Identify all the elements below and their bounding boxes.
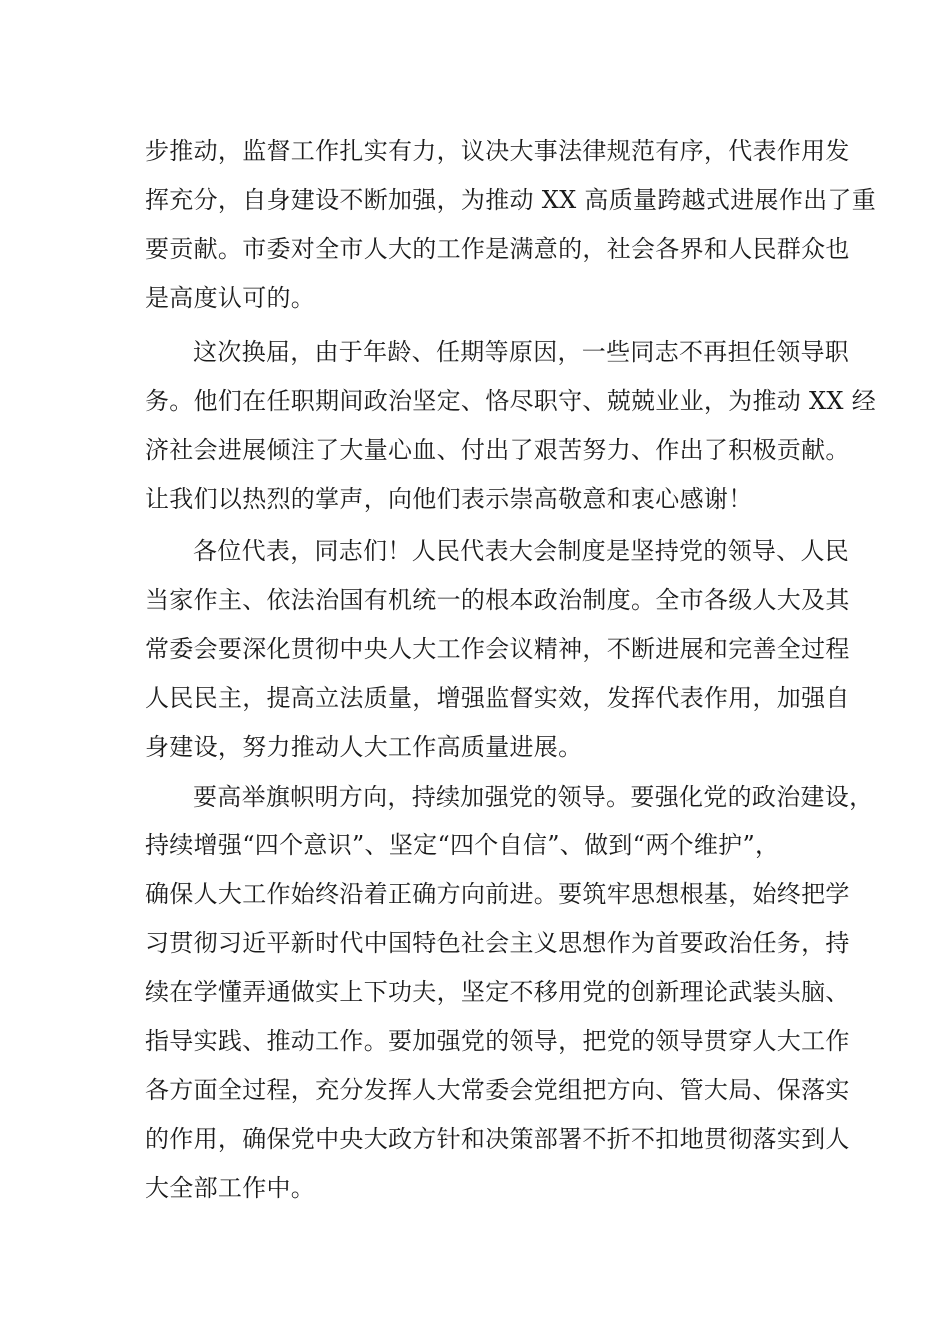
- text-line: 让我们以热烈的掌声，向他们表示崇高敬意和衷心感谢！: [145, 485, 753, 513]
- paragraph-first-line: 这次换届，由于年龄、任期等原因，一些同志不再担任领导职: [193, 338, 850, 366]
- text-line: 指导实践、推动工作。要加强党的领导，把党的领导贯穿人大工作: [145, 1027, 850, 1055]
- text-line: 是高度认可的。: [145, 284, 316, 312]
- text-line: 各方面全过程，充分发挥人大常委会党组把方向、管大局、保落实: [145, 1076, 850, 1104]
- paragraph-first-line: 各位代表，同志们！人民代表大会制度是坚持党的领导、人民: [193, 537, 850, 565]
- text-line: 人民民主，提高立法质量，增强监督实效，发挥代表作用，加强自: [145, 684, 850, 712]
- text-line: 习贯彻习近平新时代中国特色社会主义思想作为首要政治任务，持: [145, 929, 850, 957]
- text-line: 常委会要深化贯彻中央人大工作会议精神，不断进展和完善全过程: [145, 635, 850, 663]
- text-line: 大全部工作中。: [145, 1174, 316, 1202]
- text-line: 务。他们在任职期间政治坚定、恪尽职守、兢兢业业，为推动 XX 经: [145, 387, 877, 415]
- text-line: 济社会进展倾注了大量心血、付出了艰苦努力、作出了积极贡献。: [145, 436, 850, 464]
- text-line: 确保人大工作始终沿着正确方向前进。要筑牢思想根基，始终把学: [145, 880, 850, 908]
- text-line: 要贡献。市委对全市人大的工作是满意的，社会各界和人民群众也: [145, 235, 850, 263]
- text-line: 挥充分，自身建设不断加强，为推动 XX 高质量跨越式进展作出了重: [145, 186, 877, 214]
- text-line: 续在学懂弄通做实上下功夫，坚定不移用党的创新理论武装头脑、: [145, 978, 850, 1006]
- text-line: 的作用，确保党中央大政方针和决策部署不折不扣地贯彻落实到人: [145, 1125, 850, 1153]
- paragraph-first-line: 要高举旗帜明方向，持续加强党的领导。要强化党的政治建设，: [193, 783, 874, 811]
- text-line: 身建设，努力推动人大工作高质量进展。: [145, 733, 583, 761]
- text-line: 当家作主、依法治国有机统一的根本政治制度。全市各级人大及其: [145, 586, 850, 614]
- text-line: 持续增强“四个意识”、坚定“四个自信”、做到“两个维护”，: [145, 831, 780, 859]
- text-line: 步推动，监督工作扎实有力，议决大事法律规范有序，代表作用发: [145, 137, 850, 165]
